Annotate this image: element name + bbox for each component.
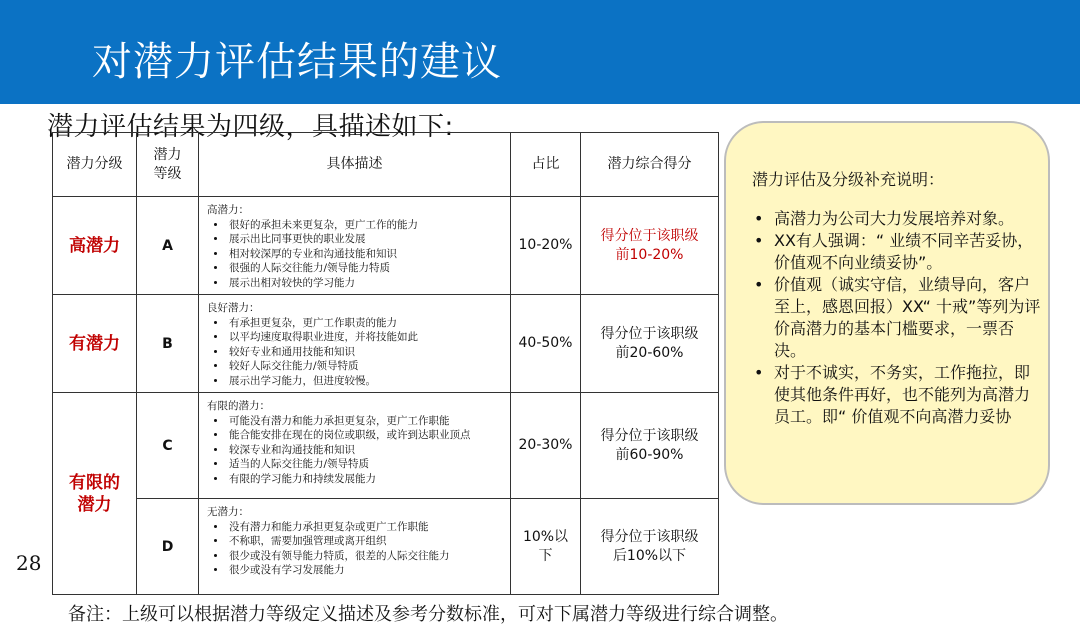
score-cell: 得分位于该职级 前20-60% [581,295,719,393]
list-item: • 能合能安排在现在的岗位或职级，或许到达职业顶点 [227,428,504,443]
level-name-high: 高潜力 [53,197,137,295]
table-row [53,295,719,393]
description-cell [199,197,511,295]
table-header-row [53,133,719,197]
ratio-cell: 20-30% [511,393,581,499]
header-ratio: 占比 [511,133,581,197]
bullet-icon: • [754,231,764,250]
table-row [53,499,719,595]
description-list [207,316,504,389]
list-item: • 较好人际交往能力/领导特质 [227,359,504,374]
list-item: • XX有人强调：“ 业绩不同辛苦妥协，价值观不向业绩妥协”。 [754,231,1034,272]
description-list [207,414,504,487]
grade-cell: C [137,393,199,499]
bullet-icon: • [754,275,764,294]
list-item: • 较深专业和沟通技能和知识 [227,443,504,458]
grade-cell: A [137,197,199,295]
potential-table [52,132,719,595]
score-cell: 得分位于该职级 前10-20% [581,197,719,295]
title-banner [0,0,1080,104]
list-item: • 没有潜力和能力承担更复杂或更广工作职能 [227,520,504,535]
description-cell [199,499,511,595]
supplementary-note-box [724,121,1050,505]
list-item: • 展示出学习能力，但进度较慢。 [227,374,504,389]
description-title: 有限的潜力： [207,400,270,412]
description-list [207,218,504,291]
description-list [207,520,504,578]
table-row [53,393,719,499]
grade-cell: D [137,499,199,595]
table-row [53,197,719,295]
footer-note: 备注：上级可以根据潜力等级定义描述及参考分数标准，可对下属潜力等级进行综合调整。 [68,604,788,625]
side-note-list [752,208,1042,428]
header-description: 具体描述 [199,133,511,197]
list-item: • 高潜力为公司大力发展培养对象。 [754,209,1015,228]
description-cell [199,393,511,499]
header-grade: 潜力 等级 [137,133,199,197]
level-name-some: 有潜力 [53,295,137,393]
ratio-cell: 10-20% [511,197,581,295]
list-item: • 不称职，需要加强管理或离开组织 [227,534,504,549]
list-item: • 以平均速度取得职业进度，并将技能如此 [227,330,504,345]
list-item: • 很好的承担未来更复杂，更广工作的能力 [227,218,504,233]
list-item: • 对于不诚实，不务实，工作拖拉，即使其他条件再好，也不能列为高潜力员工。即“ 价值观不向高潜力妥协 [754,363,1031,426]
list-item: • 很少或没有领导能力特质，很差的人际交往能力 [227,549,504,564]
header-score: 潜力综合得分 [581,133,719,197]
list-item: • 很少或没有学习发展能力 [227,563,504,578]
list-item: • 很强的人际交往能力/领导能力特质 [227,261,504,276]
list-item: • 价值观（诚实守信，业绩导向，客户至上，感恩回报）XX“ 十戒”等列为评价高潜力的基本门槛要求，一票否决。 [754,275,1041,360]
bullet-icon: • [754,363,764,382]
list-item: • 适当的人际交往能力/领导特质 [227,457,504,472]
list-item: • 较好专业和通用技能和知识 [227,345,504,360]
list-item: • 展示出相对较快的学习能力 [227,276,504,291]
slide-subtitle: 潜力评估结果为四级，具描述如下: [47,112,454,142]
description-cell [199,295,511,393]
grade-cell: B [137,295,199,393]
description-title: 良好潜力： [207,302,260,314]
bullet-icon: • [754,209,764,228]
ratio-cell: 40-50% [511,295,581,393]
ratio-cell: 10%以 下 [511,499,581,595]
list-item: • 相对较深厚的专业和沟通技能和知识 [227,247,504,262]
list-item: • 有限的学习能力和持续发展能力 [227,472,504,487]
slide-title: 对潜力评估结果的建议 [92,39,502,85]
score-cell: 得分位于该职级 前60-90% [581,393,719,499]
list-item: • 有承担更复杂，更广工作职责的能力 [227,316,504,331]
page-number: 28 [16,551,42,575]
description-title: 高潜力： [207,204,249,216]
list-item: • 展示出比同事更快的职业发展 [227,232,504,247]
side-note-title: 潜力评估及分级补充说明： [752,170,945,189]
level-name-limited: 有限的 潜力 [53,393,137,595]
score-cell: 得分位于该职级 后10%以下 [581,499,719,595]
header-level-name: 潜力分级 [53,133,137,197]
description-title: 无潜力： [207,506,249,518]
list-item: • 可能没有潜力和能力承担更复杂，更广工作职能 [227,414,504,429]
